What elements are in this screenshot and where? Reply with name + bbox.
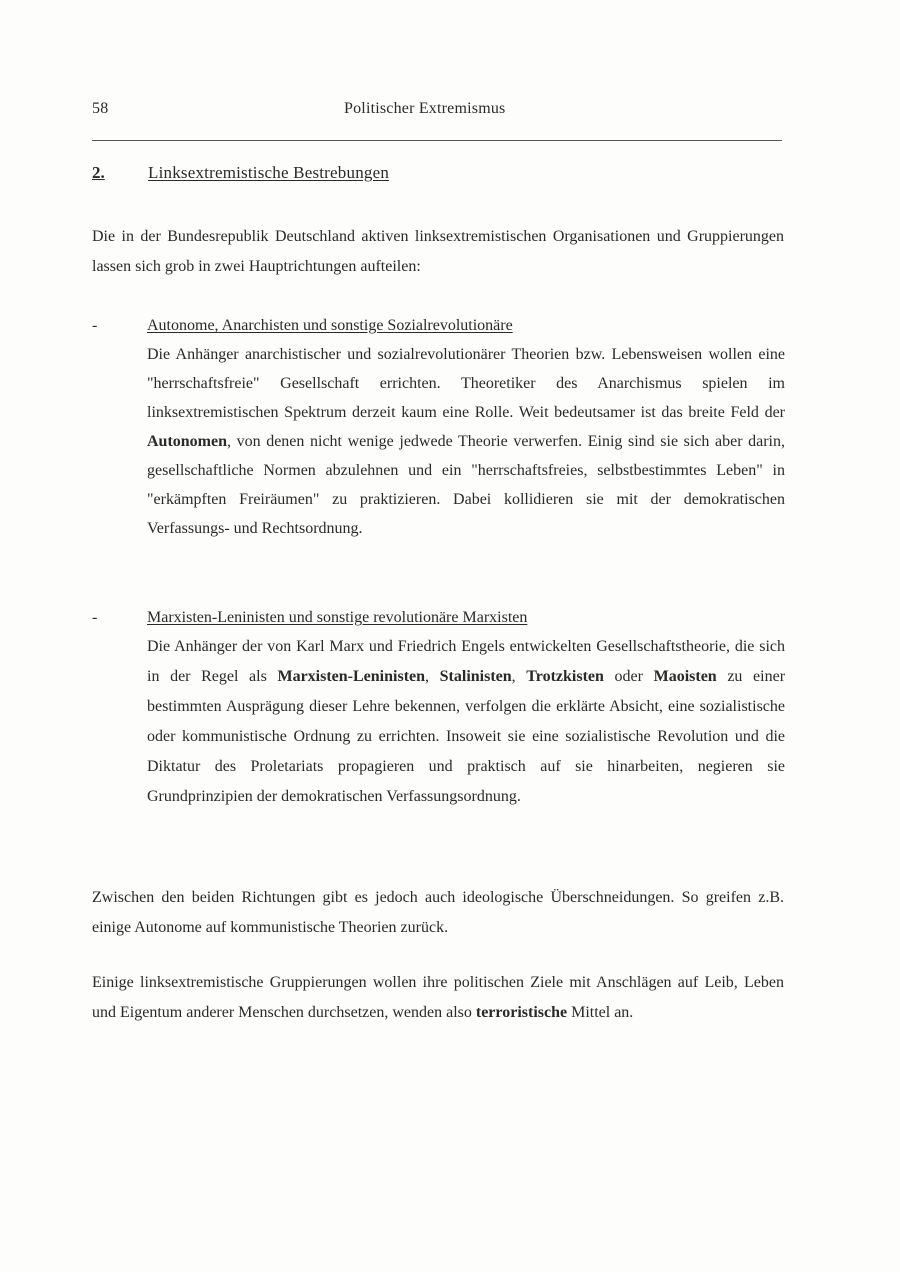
running-title: Politischer Extremismus [344,100,506,117]
list-item-title: Marxisten-Leninisten und sonstige revolutionäre Marxisten [147,609,528,626]
section-number: 2. [92,163,105,182]
running-header [92,100,782,124]
list-item-body [147,606,785,812]
list-item-text: Die Anhänger anarchistischer und sozialrevolutionärer Theorien bzw. Lebensweisen wollen eine "herrschaftsfreie" Gesellschaft errichten. Theoretiker des Anarchismus spielen im linksextremistischen Spektrum derzeit kaum eine Rolle. Weit bedeutsamer ist das breite Feld der Autonomen, von denen nicht wenige jedwede Theorie verwerfen. Einig sind sie sich aber darin, gesellschaftliche Normen abzulehnen und ein "herrschaftsfreies, selbstbestimmtes Leben" in "erkämpften Freiräumen" zu praktizieren. Dabei kollidieren sie mit der demokratischen Verfassungs- und Rechtsordnung. [147,346,785,537]
header-rule [92,140,782,141]
paragraph-overlap: Zwischen den beiden Richtungen gibt es jedoch auch ideologische Überschneidungen. So greifen z.B. einige Autonome auf kommunistische Theorien zurück. [92,889,784,936]
bold-term: Marxisten-Leninisten [277,668,426,685]
list-item-body [147,314,785,543]
bold-term: Autonomen [147,433,228,450]
section-title: Linksextremistische Bestrebungen [148,163,390,182]
bold-term: terroristische [475,1004,568,1021]
intro-paragraph: Die in der Bundesrepublik Deutschland aktiven linksextremistischen Organisationen und Gruppierungen lassen sich grob in zwei Hauptrichtungen aufteilen: [92,228,784,275]
list-dash: - [92,317,98,334]
bold-term: Maoisten [653,668,717,685]
paragraph-terror: Einige linksextremistische Gruppierungen wollen ihre politischen Ziele mit Anschlägen auf Leib, Leben und Eigentum anderer Menschen durchsetzen, wenden also terroristische Mittel an. [92,974,784,1021]
bold-term: Stalinisten [439,668,512,685]
list-item-title: Autonome, Anarchisten und sonstige Sozialrevolutionäre [147,317,513,334]
list-dash: - [92,609,98,626]
list-item-text: Die Anhänger der von Karl Marx und Friedrich Engels entwickelten Gesellschaftstheorie, die sich in der Regel als Marxisten-Leninisten, Stalinisten, Trotzkisten oder Maoisten zu einer bestimmten Ausprägung dieser Lehre bekennen, verfolgen die erklärte Absicht, eine sozialistische oder kommunistische Ordnung zu errichten. Insoweit sie eine sozialistische Revolution und die Diktatur des Proletariats propagieren und praktisch auf sie hinarbeiten, negieren sie Grundprinzipien der demokratischen Verfassungsordnung. [147,638,786,805]
page-number: 58 [92,100,109,117]
bold-term: Trotzkisten [526,668,604,685]
